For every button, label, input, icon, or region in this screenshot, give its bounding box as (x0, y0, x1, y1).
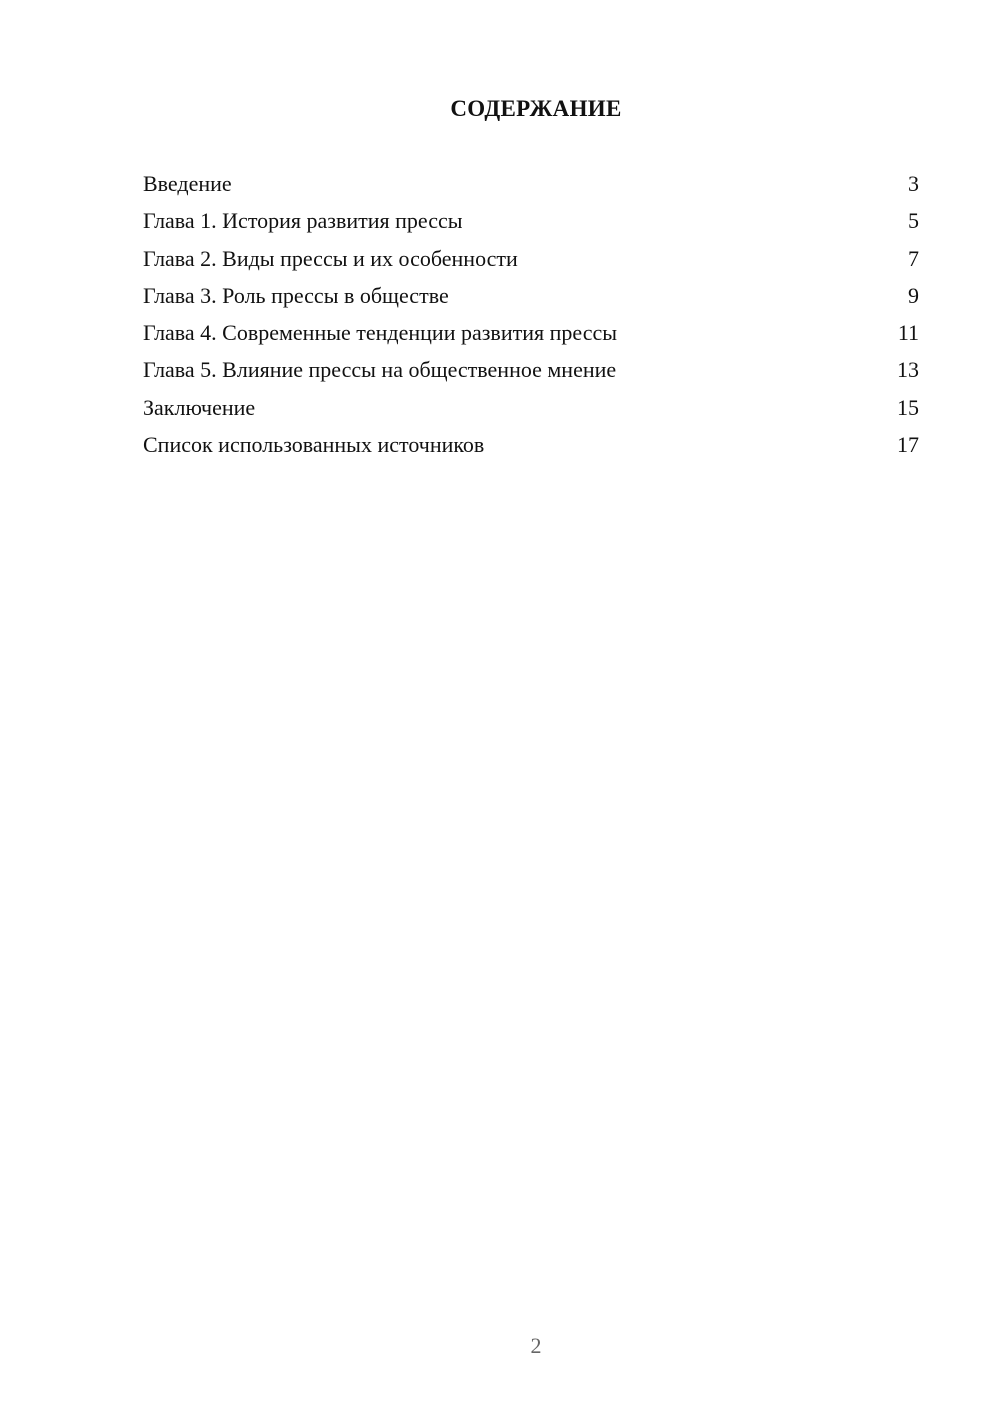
toc-entry-page: 15 (897, 394, 919, 420)
toc-entry (143, 169, 919, 206)
toc-entry (143, 318, 919, 355)
page-number: 2 (530, 1333, 542, 1358)
table-of-contents (143, 169, 919, 467)
toc-entry (143, 393, 919, 430)
toc-entry (143, 244, 919, 281)
toc-entry-label: Глава 4. Современные тенденции развития прессы (143, 320, 617, 346)
toc-entry-page: 5 (908, 208, 919, 234)
toc-entry-label: Глава 3. Роль прессы в обществе (143, 282, 449, 308)
toc-entry-page: 7 (908, 245, 919, 271)
toc-entry-page: 9 (908, 282, 919, 308)
toc-entry (143, 355, 919, 392)
toc-entry (143, 281, 919, 318)
toc-entry-page: 13 (897, 357, 919, 383)
toc-entry-label: Введение (143, 171, 232, 196)
toc-entry-label: Глава 1. История развития прессы (143, 208, 463, 234)
toc-entry-page: 3 (908, 171, 919, 196)
toc-entry (143, 430, 919, 467)
toc-entry (143, 206, 919, 243)
toc-entry-label: Список использованных источников (143, 432, 485, 458)
toc-entry-label: Глава 2. Виды прессы и их особенности (143, 245, 518, 271)
toc-entry-page: 11 (897, 320, 919, 346)
page-title: СОДЕРЖАНИЕ (450, 96, 622, 121)
toc-entry-label: Глава 5. Влияние прессы на общественное мнение (143, 357, 617, 383)
toc-entry-page: 17 (897, 432, 919, 458)
toc-entry-label: Заключение (143, 394, 256, 420)
